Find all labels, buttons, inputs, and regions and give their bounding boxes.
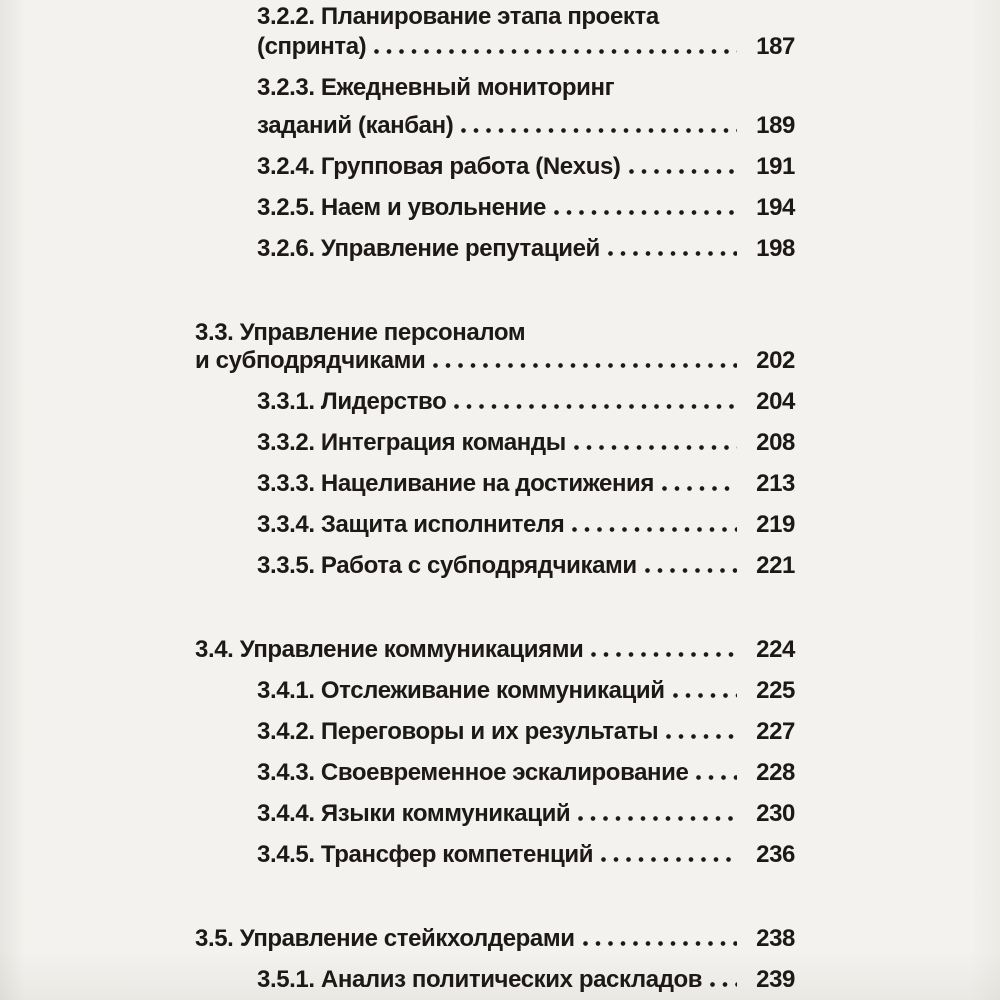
toc-entry-page: 225: [756, 677, 795, 704]
toc-entry-title: 3.2.4. Групповая работа (Nexus): [257, 153, 621, 180]
toc-entry-page: 187: [756, 33, 795, 60]
dot-leader: [608, 251, 737, 256]
dot-leader: [572, 527, 737, 532]
toc-entry-page: 194: [756, 194, 795, 221]
toc-entry-title: 3.4. Управление коммуникациями: [195, 636, 584, 663]
toc-entry-page: 191: [756, 153, 795, 180]
toc-entry-title: 3.3. Управление персоналом: [195, 319, 526, 346]
toc-entry-title: 3.2.6. Управление репутацией: [257, 235, 600, 262]
toc-entry-3-2-5: [195, 194, 795, 222]
toc-entry-title: 3.4.4. Языки коммуникаций: [257, 800, 571, 827]
toc-entry-3-5: [195, 925, 795, 953]
toc-entry-page: 221: [756, 552, 795, 579]
toc-entry-page: 230: [756, 800, 795, 827]
toc-entry-title: 3.4.5. Трансфер компетенций: [257, 841, 594, 868]
dot-leader: [645, 568, 737, 573]
toc-entry-3-4-2: [195, 718, 795, 746]
toc-entry-3-3-1: [195, 388, 795, 416]
dot-leader: [574, 445, 737, 450]
toc-entry-3-4-5: [195, 841, 795, 869]
toc-entry-title-continued: и субподрядчиками: [195, 347, 426, 374]
dot-leader: [554, 210, 737, 215]
toc-entry-title: 3.4.2. Переговоры и их результаты: [257, 718, 659, 745]
toc-entry-title: 3.3.5. Работа с субподрядчиками: [257, 552, 637, 579]
toc-entry-3-4-3: [195, 759, 795, 787]
toc-entry-page: 213: [756, 470, 795, 497]
dot-leader: [696, 775, 737, 780]
dot-leader: [578, 816, 737, 821]
toc-entry-page: 239: [756, 966, 795, 993]
toc-entry-3-2-3: [195, 74, 795, 140]
toc-entry-title: 3.3.1. Лидерство: [257, 388, 447, 415]
dot-leader: [461, 128, 737, 133]
toc-entry-3-2-4: [195, 153, 795, 181]
toc-entry-title: 3.5.1. Анализ политических раскладов: [257, 966, 703, 993]
toc-entry-page: 202: [756, 347, 795, 374]
toc-entry-3-3-4: [195, 511, 795, 539]
dot-leader: [629, 169, 738, 174]
toc-entry-page: 189: [756, 112, 795, 139]
dot-leader: [583, 941, 737, 946]
dot-leader: [710, 982, 737, 987]
toc-entry-3-3: [195, 319, 795, 375]
toc-entry-3-4: [195, 636, 795, 664]
toc-entry-title: 3.2.2. Планирование этапа проекта: [257, 3, 659, 30]
toc-entry-page: 227: [756, 718, 795, 745]
toc-entry-page: 228: [756, 759, 795, 786]
toc-list: [195, 3, 795, 994]
dot-leader: [673, 693, 737, 698]
toc-entry-page: 208: [756, 429, 795, 456]
toc-entry-title: 3.5. Управление стейкхолдерами: [195, 925, 575, 952]
toc-entry-title: 3.4.1. Отслеживание коммуникаций: [257, 677, 665, 704]
toc-entry-page: 204: [756, 388, 795, 415]
dot-leader: [662, 486, 737, 491]
toc-entry-3-3-5: [195, 552, 795, 580]
dot-leader: [433, 363, 737, 368]
dot-leader: [591, 652, 737, 657]
toc-entry-title-continued: заданий (канбан): [257, 112, 454, 139]
toc-entry-title-continued: (спринта): [257, 33, 367, 60]
toc-entry-page: 236: [756, 841, 795, 868]
toc-entry-3-3-3: [195, 470, 795, 498]
toc-entry-title: 3.2.5. Наем и увольнение: [257, 194, 546, 221]
toc-entry-3-4-4: [195, 800, 795, 828]
toc-entry-page: 238: [756, 925, 795, 952]
dot-leader: [454, 404, 737, 409]
toc-entry-3-4-1: [195, 677, 795, 705]
toc-entry-3-5-1: [195, 966, 795, 994]
toc-entry-page: 219: [756, 511, 795, 538]
toc-entry-title: 3.4.3. Своевременное эскалирование: [257, 759, 689, 786]
dot-leader: [374, 49, 737, 54]
dot-leader: [666, 734, 737, 739]
toc-entry-title: 3.3.2. Интеграция команды: [257, 429, 566, 456]
toc-entry-title: 3.2.3. Ежедневный мониторинг: [257, 74, 615, 101]
toc-entry-title: 3.3.3. Нацеливание на достижения: [257, 470, 654, 497]
toc-entry-page: 224: [756, 636, 795, 663]
toc-entry-3-3-2: [195, 429, 795, 457]
toc-entry-title: 3.3.4. Защита исполнителя: [257, 511, 565, 538]
toc-entry-3-2-2: [195, 3, 795, 61]
toc-entry-page: 198: [756, 235, 795, 262]
toc-entry-3-2-6: [195, 235, 795, 263]
dot-leader: [601, 857, 737, 862]
